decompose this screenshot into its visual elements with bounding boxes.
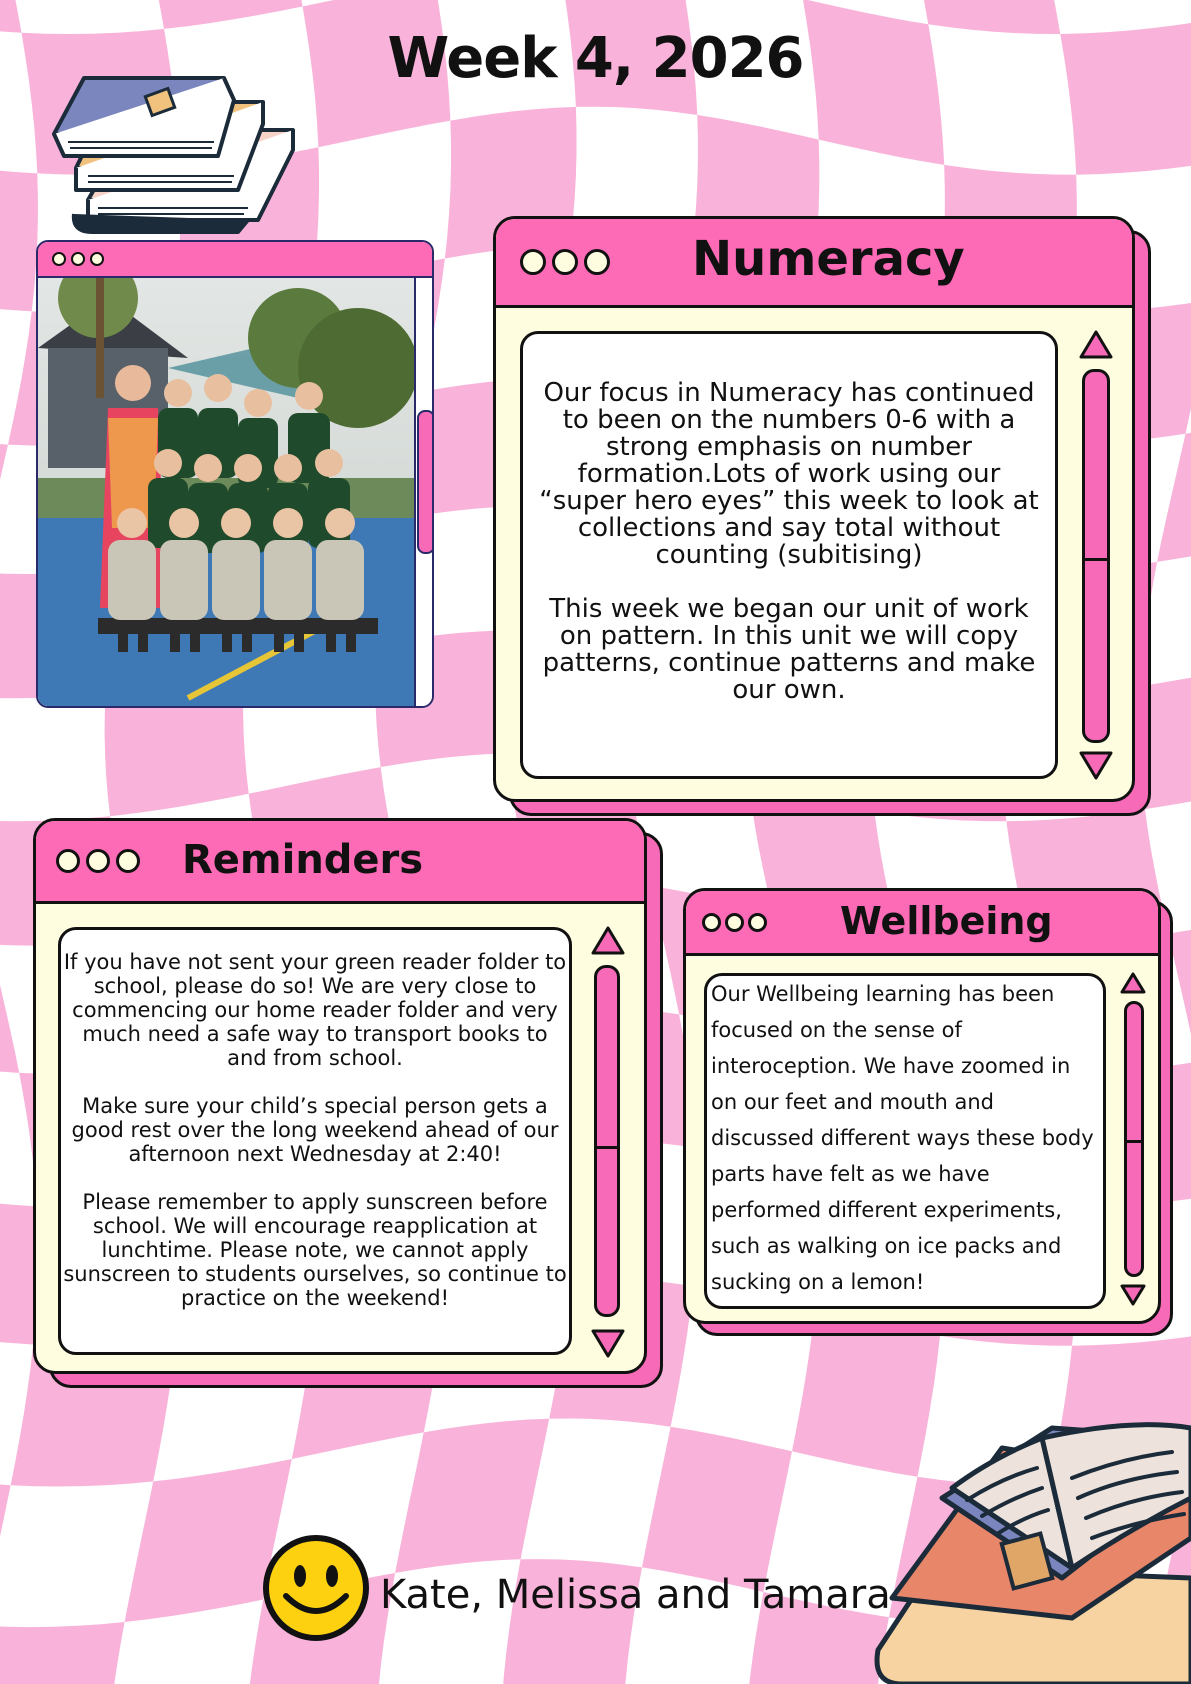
smiley-icon — [262, 1534, 370, 1642]
reminders-paragraph-2: Make sure your child’s special person gets a good rest over the long weekend ahead of our afternoon next Wednesday at 2:40! — [71, 1094, 559, 1166]
photo-title-bar — [38, 242, 432, 278]
wellbeing-title-bar — [686, 891, 1158, 956]
numeracy-title-bar — [496, 219, 1132, 308]
class-photo — [38, 278, 414, 706]
books-stack-icon — [48, 72, 298, 242]
teachers-signature: Kate, Melissa and Tamara — [380, 1572, 891, 1618]
scroll-down-icon[interactable] — [1078, 749, 1114, 781]
reminders-scrollbar[interactable] — [594, 965, 620, 1317]
numeracy-title: Numeracy — [692, 231, 965, 287]
checker-tile — [0, 1622, 125, 1684]
checker-tile — [0, 156, 38, 311]
scroll-down-icon[interactable] — [590, 1327, 626, 1359]
numeracy-window — [493, 216, 1153, 820]
scroll-up-icon[interactable] — [1119, 971, 1147, 995]
wellbeing-title: Wellbeing — [840, 899, 1053, 943]
reminders-paragraph-1: If you have not sent your green reader folder to school, please do so! We are very close to commencing our home reader folder and very much need a safe way to transport books to and from school. — [63, 950, 567, 1070]
open-book-icon — [872, 1418, 1191, 1684]
wellbeing-text-box — [704, 973, 1106, 1309]
wellbeing-scrollbar[interactable] — [1124, 1001, 1144, 1277]
page-title: Week 4, 2026 — [387, 26, 804, 91]
wellbeing-paragraph: Our Wellbeing learning has been focused on the sense of interoception. We have zoomed in on our feet and mouth and discussed different ways these body parts have felt as we have performed different experiments, such as walking on ice packs and sucking on a lemon! — [711, 982, 1094, 1294]
numeracy-text-box — [520, 331, 1058, 779]
wellbeing-window — [683, 888, 1173, 1336]
numeracy-scrollbar[interactable] — [1082, 369, 1110, 743]
class-photo-window — [36, 240, 432, 706]
numeracy-paragraph-2: This week we began our unit of work on pattern. In this unit we will copy patterns, continue patterns and make our own. — [542, 594, 1036, 705]
reminders-text-box — [58, 927, 572, 1355]
photo-scrollbar[interactable] — [414, 278, 434, 706]
reminders-title: Reminders — [182, 837, 424, 883]
scroll-down-icon[interactable] — [1119, 1283, 1147, 1307]
reminders-paragraph-3: Please remember to apply sunscreen before school. We will encourage reapplication at lunchtime. Please note, we cannot apply sunscreen to students ourselves, so continue to practice on the weekend! — [63, 1190, 567, 1310]
numeracy-paragraph-1: Our focus in Numeracy has continued to been on the numbers 0-6 with a strong emphasis on number formation.Lots of work using our “super hero eyes” this week to look at collections and say total without counting (subitising) — [539, 378, 1039, 570]
reminders-title-bar — [36, 821, 644, 904]
reminders-window — [33, 818, 663, 1392]
scroll-up-icon[interactable] — [590, 925, 626, 957]
scroll-up-icon[interactable] — [1078, 329, 1114, 361]
